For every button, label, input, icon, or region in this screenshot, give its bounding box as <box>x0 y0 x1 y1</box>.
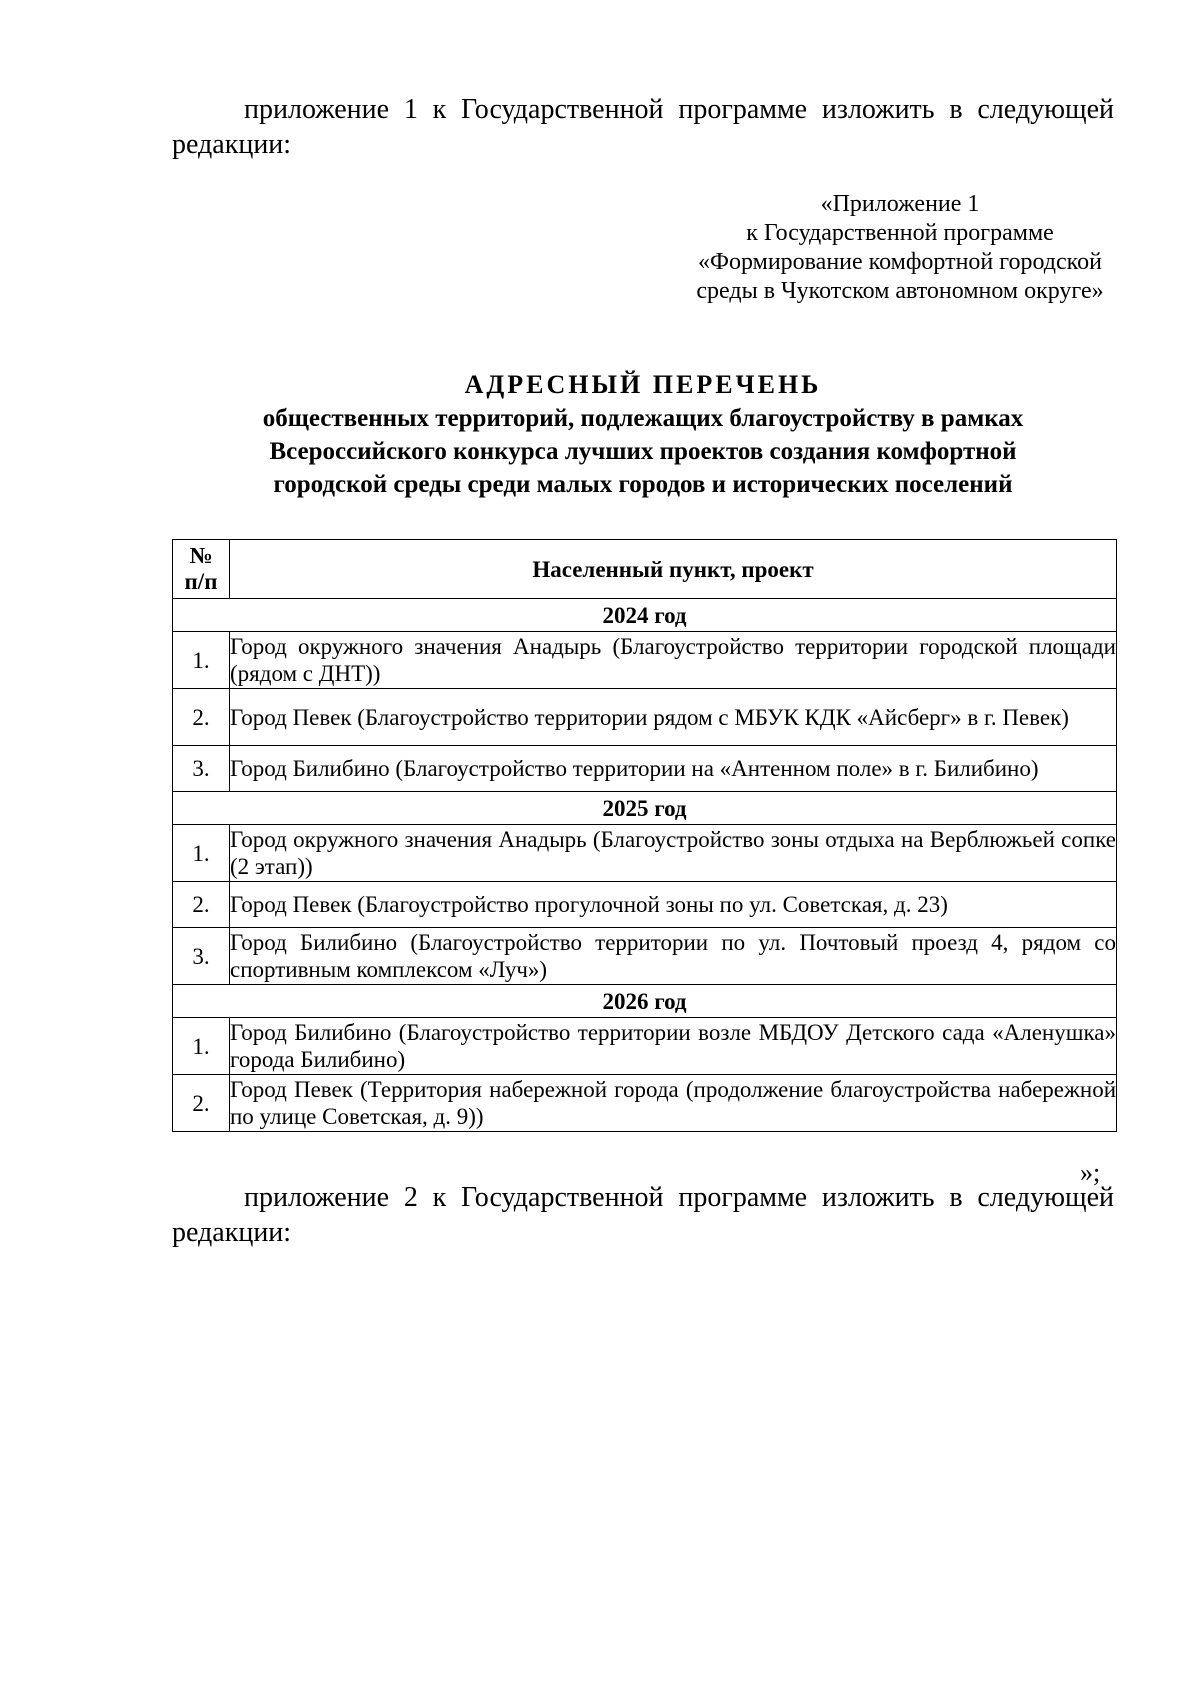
appendix-header <box>680 190 1120 306</box>
row-text: Город Певек (Благоустройство прогулочной зоны по ул. Советская, д. 23) <box>230 882 1117 928</box>
header-num <box>173 540 230 599</box>
intro-line-2: редакции: <box>172 129 292 160</box>
header-num-line-1: № <box>189 543 213 568</box>
appendix-line-3: «Формирование комфортной городской <box>698 249 1102 275</box>
row-num: 1. <box>173 1018 230 1075</box>
title-sub-line-3: городской среды среди малых городов и исторических поселений <box>273 471 1013 498</box>
row-text: Город Певек (Территория набережной города (продолжение благоустройства набережной по улице Советская, д. 9)) <box>230 1075 1117 1132</box>
title-sub-line-2: Всероссийского конкурса лучших проектов создания комфортной <box>269 438 1017 465</box>
table-row <box>173 746 1117 792</box>
document-title <box>172 368 1114 501</box>
table-row <box>173 882 1117 928</box>
row-num: 1. <box>173 825 230 882</box>
table-row <box>173 632 1117 689</box>
table-row <box>173 1018 1117 1075</box>
year-cell: 2026 год <box>173 985 1117 1018</box>
year-row <box>173 599 1117 632</box>
outro-line-1: приложение 2 к Государственной программе изложить в следующей <box>244 1182 1114 1213</box>
table-row <box>173 825 1117 882</box>
intro-line-1: приложение 1 к Государственной программе изложить в следующей <box>244 94 1114 125</box>
year-row <box>173 985 1117 1018</box>
table-header-row <box>173 540 1117 599</box>
outro-line-2: редакции: <box>172 1217 292 1248</box>
table-row <box>173 689 1117 746</box>
outro-paragraph <box>172 1180 1114 1250</box>
row-num: 3. <box>173 928 230 985</box>
row-num: 2. <box>173 689 230 746</box>
appendix-line-4: среды в Чукотском автономном округе» <box>696 278 1104 304</box>
row-text: Город Билибино (Благоустройство территории на «Антенном поле» в г. Билибино) <box>230 746 1117 792</box>
table-row <box>173 1075 1117 1132</box>
row-num: 3. <box>173 746 230 792</box>
row-text: Город окружного значения Анадырь (Благоустройство зоны отдыха на Верблюжьей сопке (2 этап)) <box>230 825 1117 882</box>
header-name: Населенный пункт, проект <box>230 540 1117 599</box>
year-cell: 2024 год <box>173 599 1117 632</box>
appendix-line-1: «Приложение 1 <box>820 191 980 217</box>
year-row <box>173 792 1117 825</box>
row-text: Город Билибино (Благоустройство территории возле МБДОУ Детского сада «Аленушка» города Билибино) <box>230 1018 1117 1075</box>
table-row <box>173 928 1117 985</box>
row-num: 1. <box>173 632 230 689</box>
row-num: 2. <box>173 882 230 928</box>
address-list-table <box>172 539 1117 1132</box>
intro-paragraph <box>172 92 1114 162</box>
appendix-line-2: к Государственной программе <box>746 220 1054 246</box>
row-text: Город Билибино (Благоустройство территории по ул. Почтовый проезд 4, рядом со спортивным комплексом «Луч») <box>230 928 1117 985</box>
title-main: АДРЕСНЫЙ ПЕРЕЧЕНЬ <box>464 370 822 399</box>
title-sub-line-1: общественных территорий, подлежащих благоустройству в рамках <box>262 405 1024 432</box>
year-cell: 2025 год <box>173 792 1117 825</box>
row-text: Город окружного значения Анадырь (Благоустройство территории городской площади (рядом с ДНТ)) <box>230 632 1117 689</box>
row-num: 2. <box>173 1075 230 1132</box>
closing-quote-mark: »; <box>1080 1158 1101 1187</box>
row-text: Город Певек (Благоустройство территории рядом с МБУК КДК «Айсберг» в г. Певек) <box>230 689 1117 746</box>
header-num-line-2: п/п <box>184 569 218 594</box>
